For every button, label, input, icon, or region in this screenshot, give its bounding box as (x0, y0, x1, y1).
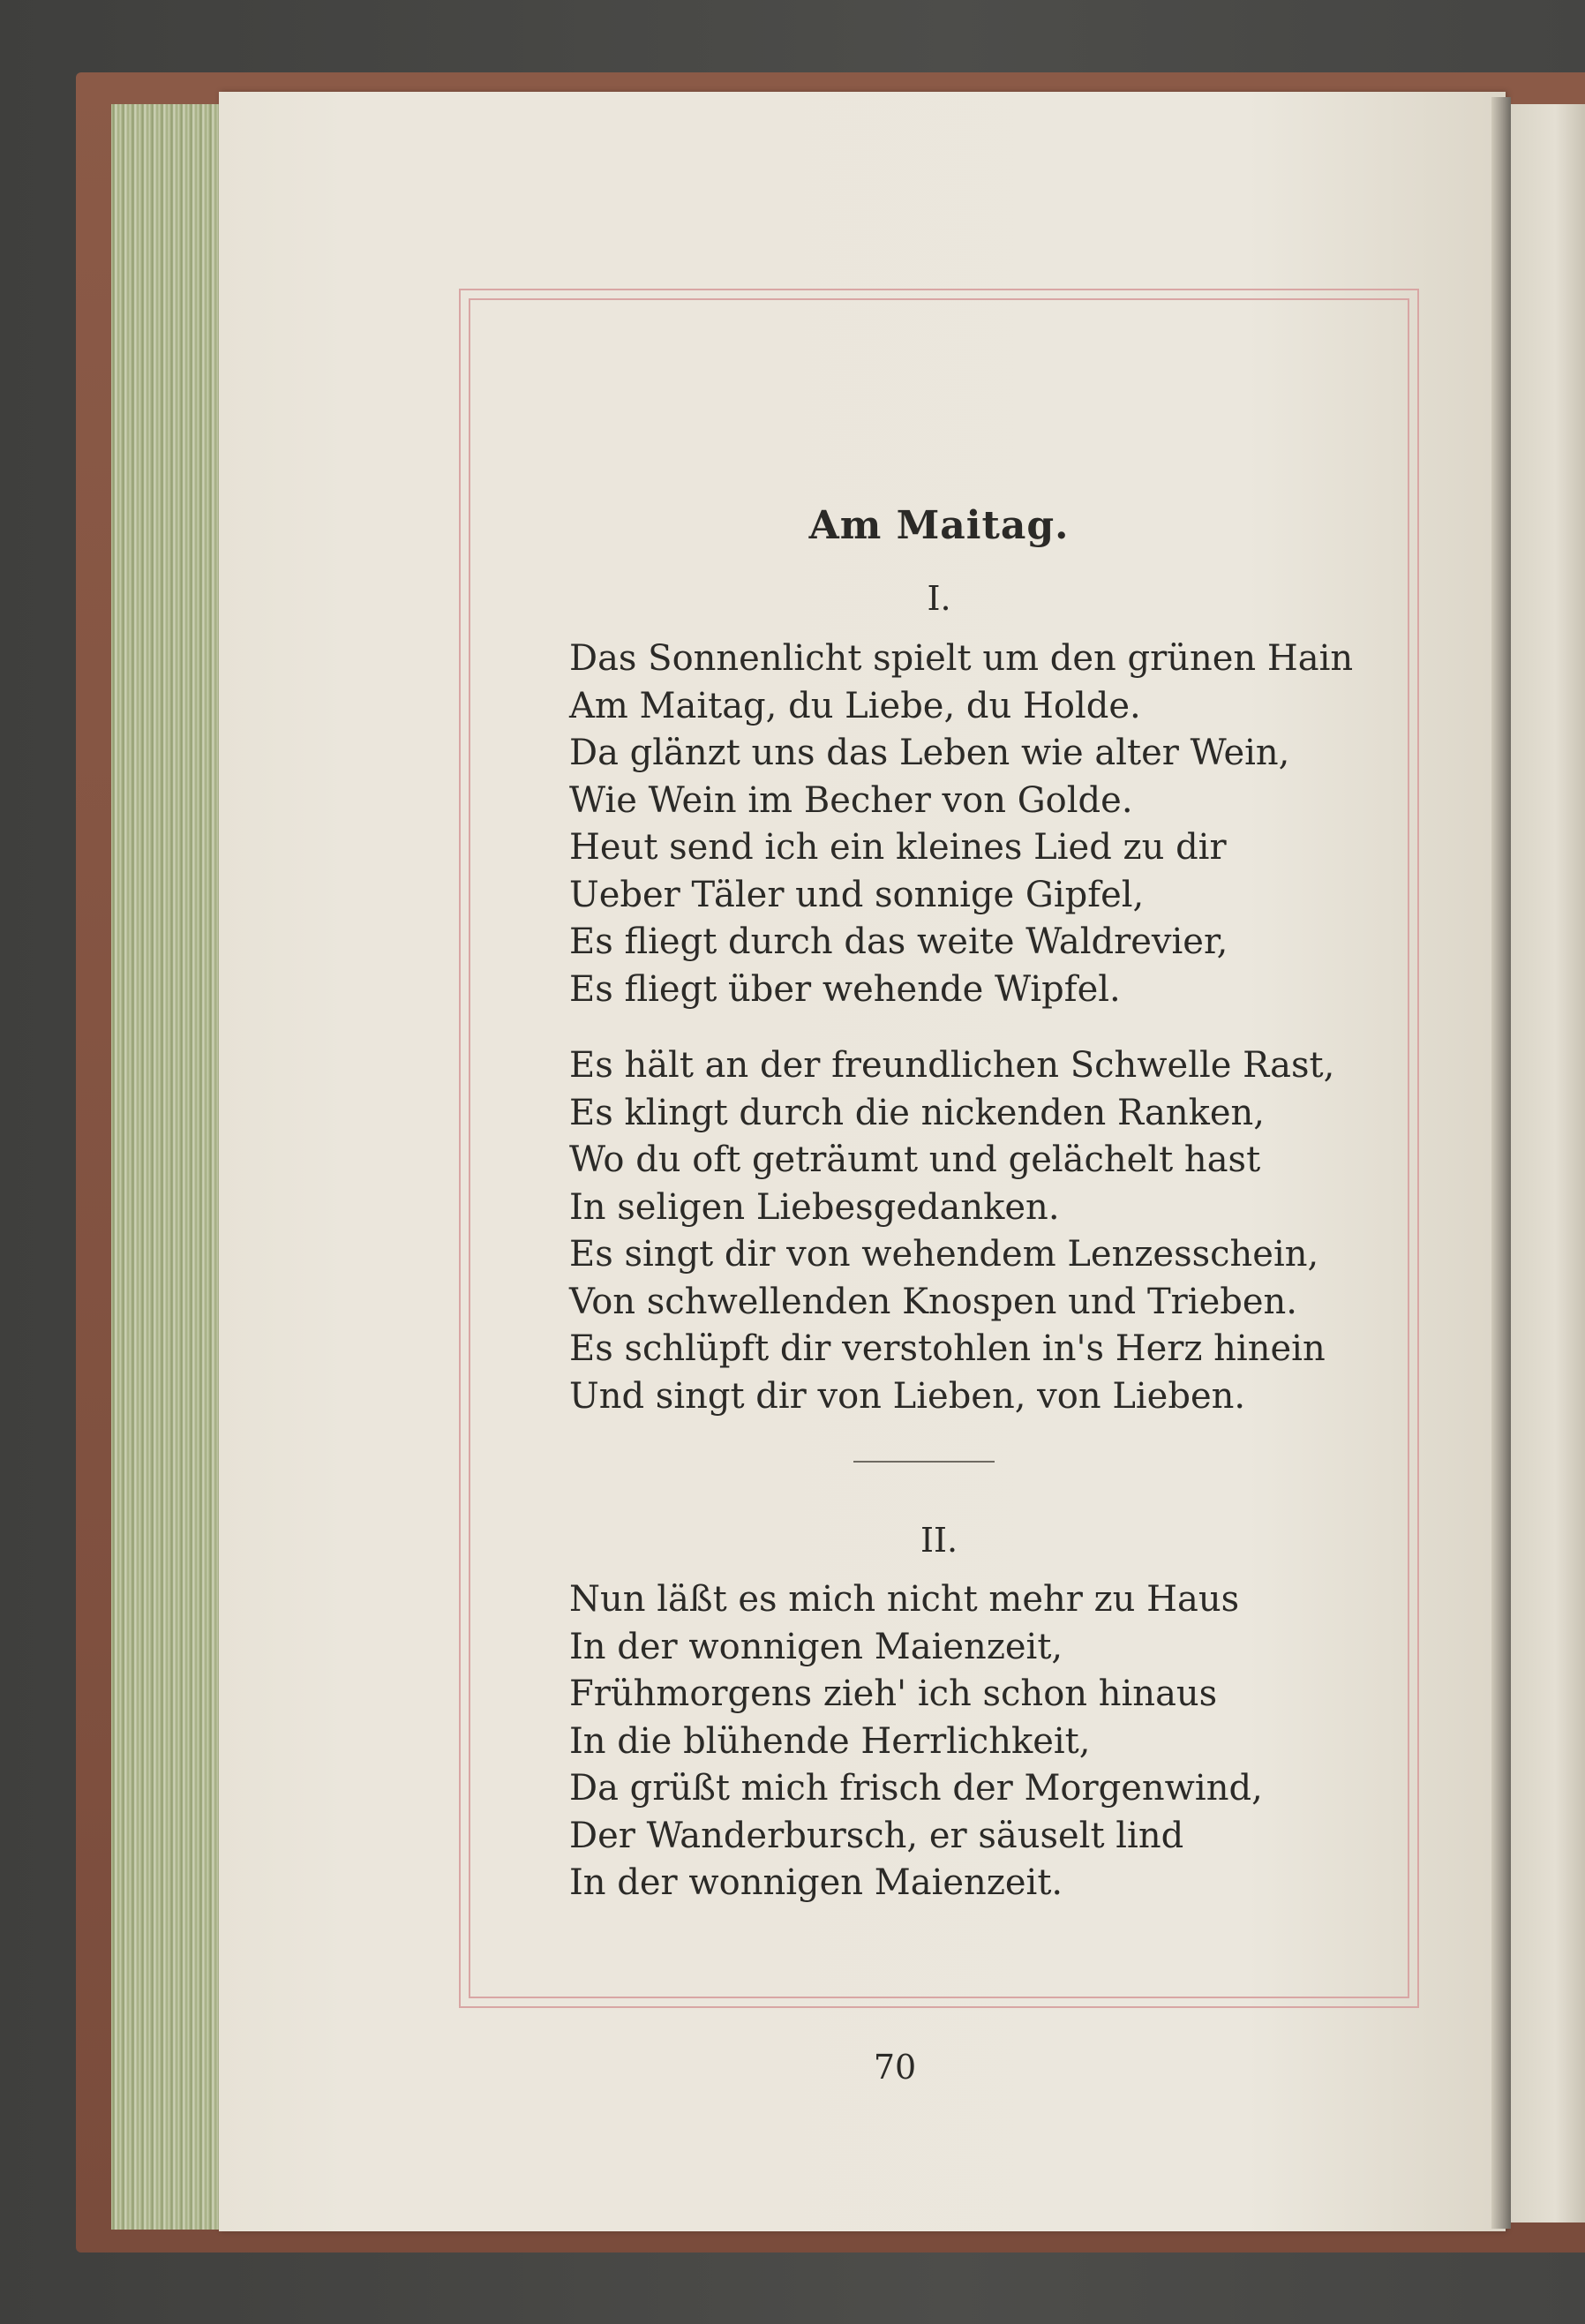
verse-line: In die blühende Herrlichkeit, (569, 1720, 1091, 1762)
verse-line: Heut send ich ein kleines Lied zu dir (569, 827, 1227, 868)
verse-line: Und singt dir von Lieben, von Lieben. (569, 1375, 1246, 1417)
verse-line: Der Wanderbursch, er säuselt lind (569, 1815, 1184, 1856)
page-edges (111, 104, 222, 2230)
stanza (569, 1576, 1363, 1907)
verse-line: In seligen Liebesgedanken. (569, 1186, 1060, 1228)
stanza (569, 1042, 1363, 1420)
verse-line: In der wonnigen Maienzeit, (569, 1626, 1063, 1667)
verse-line: Da grüßt mich frisch der Morgenwind, (569, 1768, 1263, 1809)
verse-line: Das Sonnenlicht spielt um den grünen Hain (569, 638, 1354, 679)
stanza (569, 636, 1363, 1013)
verse-line: Da glänzt uns das Leben wie alter Wein, (569, 733, 1290, 773)
verse-line: Es hält an der freundlichen Schwelle Rast, (569, 1045, 1335, 1086)
verse-line: Nun läßt es mich nicht mehr zu Haus (569, 1579, 1240, 1620)
verse-line: Wie Wein im Becher von Golde. (569, 779, 1133, 821)
part-numeral: I. (927, 579, 951, 618)
part-numeral: II. (920, 1521, 958, 1560)
verse-line: Wo du oft geträumt und gelächelt hast (569, 1139, 1261, 1180)
verse-line: Es fliegt über wehende Wipfel. (569, 968, 1121, 1010)
verse-line: Es fliegt durch das weite Waldrevier, (569, 921, 1228, 962)
verse-line: Es schlüpft dir verstohlen in's Herz hinein (569, 1328, 1326, 1369)
verse-line: Am Maitag, du Liebe, du Holde. (569, 685, 1141, 726)
verse-line: In der wonnigen Maienzeit. (569, 1862, 1063, 1903)
verse-line: Von schwellenden Knospen und Trieben. (569, 1281, 1298, 1322)
verse-line: Frühmorgens zieh' ich schon hinaus (569, 1673, 1218, 1714)
verse-line: Es klingt durch die nickenden Ranken, (569, 1092, 1265, 1133)
section-divider (853, 1461, 995, 1463)
poem-title: Am Maitag. (808, 503, 1070, 548)
book-gutter (1491, 97, 1511, 2229)
facing-page-edge (1511, 104, 1585, 2222)
page-number: 70 (873, 2048, 917, 2087)
verse-line: Ueber Täler und sonnige Gipfel, (569, 874, 1145, 915)
verse-line: Es singt dir von wehendem Lenzesschein, (569, 1234, 1319, 1275)
poem-content (469, 298, 1409, 1998)
